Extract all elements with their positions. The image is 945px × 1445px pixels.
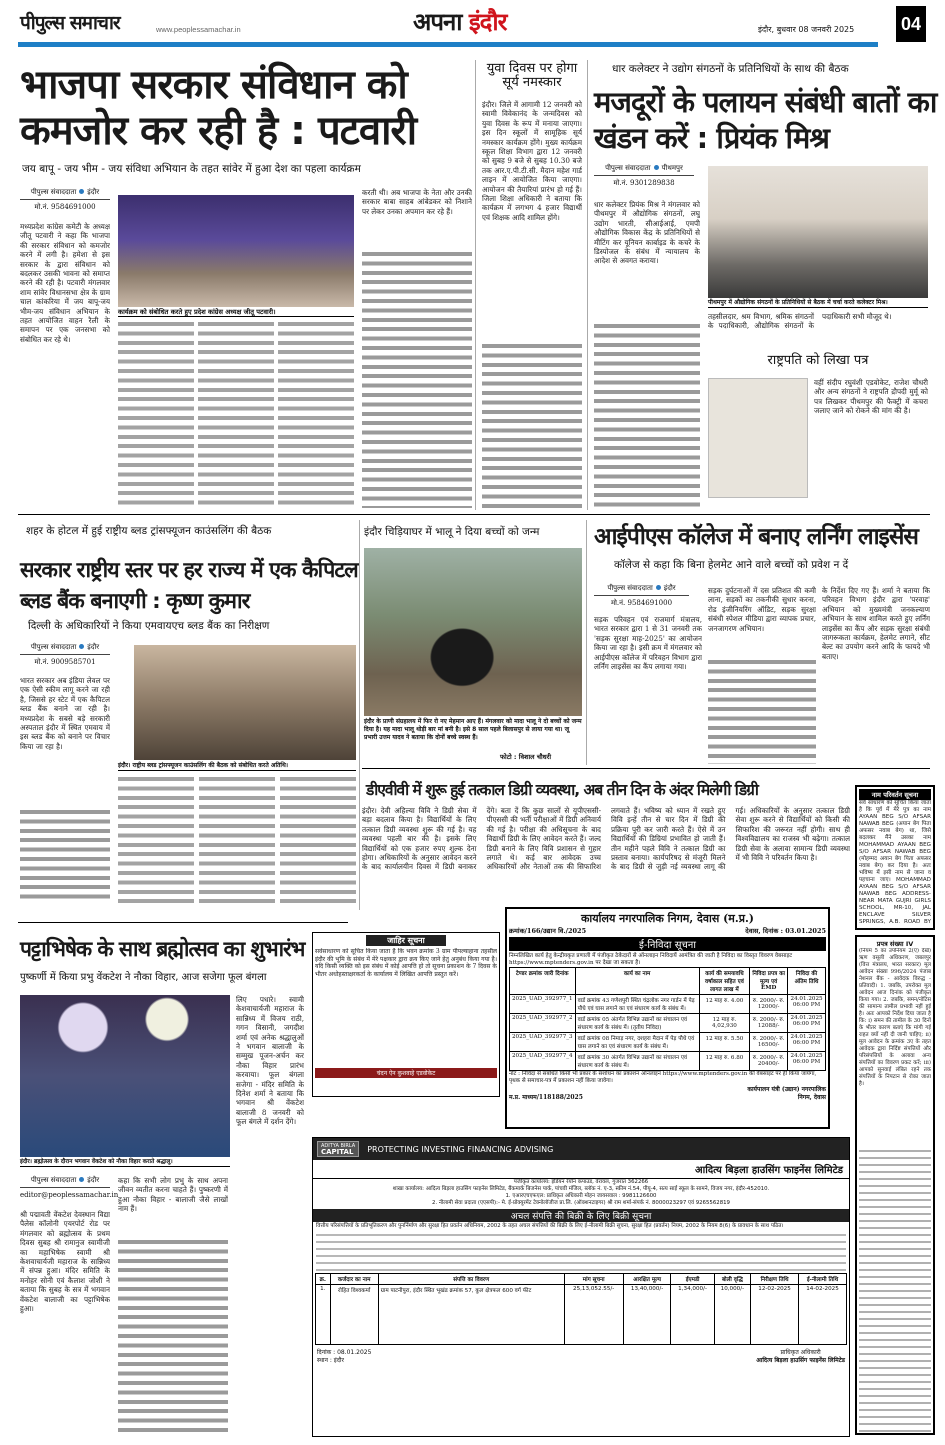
vyanktesh-subhead: पुष्कर्णी में किया प्रभु वेंकटेश ने नौका विहार, आज सजेगा फूल बंगला xyxy=(20,972,267,983)
duration-cost: 12 माह रु. 6.80 xyxy=(699,1052,750,1071)
dhar-body: धार कलेक्टर प्रियंक मिश्र ने मंगलवार को पीथमपुर में औद्योगिक संगठनों, लघु उद्योग भारती, सीआईआई, एमपी औद्योगिक विकास केंद्र के प्रतिनिधियों से मीटिंग कर यूनियन कार्बाइड के कचरे के डिस्पोजल के संबंध में न्यायालय के आदेश से अवगत कराया। xyxy=(594,200,700,266)
byline-place: पीथमपुर xyxy=(661,164,683,172)
ips-body-2-more xyxy=(708,658,816,764)
ad-company-footer: आदित्य बिड़ला हाउसिंग फाइनेंस लिमिटेड xyxy=(756,1357,845,1364)
yuva-body-more xyxy=(482,342,582,508)
byline-name: पीपुल्स संवाददाता xyxy=(30,1176,77,1184)
lead-body-1: मध्यप्रदेश कांग्रेस कमेटी के अध्यक्ष जीतू पटवारी ने कहा कि भाजपा की सरकार संविधान को कमजोर करने में लगी है। हमेशा से इस सरकार के द्वारा संविधान को बदलकर उसकी भावना को समाप्त करने की रही है। पटवारी मंगलवार शाम सांवेर विधानसभा क्षेत्र के ग्राम चाल कांकरिया में जय बापू-जय भीम-जय संविधान अभियान के तहत आयोजित वाहन रैली के समापन पर एक जनसभा को संबोधित कर रहे थे। xyxy=(20,222,110,344)
dhar-photo-caption: पीथमपुर में औद्योगिक संगठनों के प्रतिनिधियों से बैठक में चर्चा करते कलेक्टर मिश्र। xyxy=(708,299,928,308)
byline-mobile: मो.नं. 9584691000 xyxy=(34,203,96,211)
masthead-rule xyxy=(18,42,878,47)
ad-cell: 13,40,000/- xyxy=(623,1285,671,1345)
column-divider xyxy=(587,60,588,510)
tender-signatory: कार्यपालन यंत्री (उद्यान) नगरपालिक निगम, देवास xyxy=(747,1086,826,1101)
ad-banner xyxy=(313,1138,849,1160)
ips-body-2: सड़क दुर्घटनाओं में दस प्रतिशत की कमी लाना, सड़कों का तकनीकी सुधार करना, रोड इंजीनियरिंग ऑडिट, सड़क सुरक्षा संबंधी स्पेशल मीडिया द्वारा व्यापक प्रचार, जनजागरण अभियान। xyxy=(708,586,816,633)
ad-addresses xyxy=(313,1179,849,1207)
byline-mobile: मो.नं. 9301289838 xyxy=(613,179,675,187)
fee-emd: रु. 2000/- रु. 16500/- xyxy=(750,1033,788,1052)
letter-photo xyxy=(708,378,808,498)
tender-title: ई-निविदा सूचना xyxy=(509,937,826,951)
table-row xyxy=(510,1033,826,1052)
dot-icon xyxy=(79,644,84,649)
ad-place: स्थान : इंदौर xyxy=(317,1357,344,1364)
ad-cell: 25,13,052.55/- xyxy=(564,1285,623,1345)
ad-contact-1: 1. एआरएचएफएल: प्राधिकृत अधिकारी मोहन जायसवाल : 9981126600 xyxy=(505,1193,657,1199)
byline-place: इंदौर xyxy=(663,584,676,592)
ad-cell: ग्राम पाटनीपुरा, इंदौर स्थित भूखंड क्रमांक 57, कुल क्षेत्रफल 600 वर्ग फीट xyxy=(378,1285,564,1345)
vyanktesh-photo-caption: इंदौर। ब्रह्मोत्सव के दौरान भगवान वेंकटेश को नौका विहार कराते श्रद्धालु। xyxy=(20,1158,230,1167)
lead-photo-caption: कार्यक्रम को संबोधित करते हुए प्रदेश कांग्रेस अध्यक्ष जीतू पटवारी। xyxy=(118,308,354,317)
yuva-headline: युवा दिवस पर होगा सूर्य नमस्कार xyxy=(486,61,578,91)
bear-photo-credit: फोटो : विशाल चौधरी xyxy=(500,753,552,761)
newspaper-logo: पीपुल्स समाचार xyxy=(20,12,120,34)
last-date: 24.01.2025 06:00 PM xyxy=(788,1033,826,1052)
ad-footer xyxy=(313,1345,849,1367)
ad-regd-office: पंजीकृत कार्यालय: इंडियन रेयॉन कंपाउंड, वेरावल, गुजरात 362266 xyxy=(513,1179,649,1185)
ad-branch-office: शाखा कार्यालय: आदित्य बिड़ला हाउसिंग फाइनेंस लिमिटेड, बैंकमार्क बिजनेस पार्क, पांचवी मंजिल, ब्लॉक नं. ए-3, स्कीम नं.54, पीयू-4, सत्य साईं स्कूल के सामने, विजय नगर, इंदौर-452010. xyxy=(392,1186,770,1192)
fee-emd: रु. 2000/- रु. 20400/- xyxy=(750,1052,788,1071)
fee-emd: रु. 2000/- रु. 12088/- xyxy=(750,1014,788,1033)
lead-headline: भाजपा सरकार संविधान को कमजोर कर रही है : पटवारी xyxy=(20,62,417,154)
court-notice-more xyxy=(859,1148,931,1433)
ips-body-3: के निर्देश दिए गए हैं। शर्मा ने बताया कि परिवहन विभाग इंदौर द्वारा 'परवाह' अभियान को मुख्यमंत्री जनकल्याण अभियान के साथ शामिल करते हुए लर्निंग लाइसेंस का कैंप और सड़क सुरक्षा संबंधी जागरूकता कार्यक्रम, हेलमेट लगाने, सीट बेल्ट का उपयोग करने आदि के फायदे भी बताए। xyxy=(822,586,930,661)
lead-photo xyxy=(118,195,354,307)
ad-tagline: PROTECTING INVESTING FINANCING ADVISING xyxy=(367,1144,554,1154)
vyanktesh-body-3: लिए पधारे। स्वामी केशवाचार्यजी महाराज के सान्निध्य में विजय राठी, गगन विसानी, जगदीश शर्मा एवं अनेक श्रद्धालुओं ने भगवान बालाजी के सम्मुख पूजन-अर्चन कर नौका विहार प्रारंभ करवाया। फूल बंगला सजेगा - मंदिर समिति के दिनेश शर्मा ने बताया कि भगवान श्री वेंकटेश बालाजी 8 जनवरी को फूल बंगले में दर्शन देंगे। xyxy=(236,995,304,1127)
ad-col-header: बोली वृद्धि xyxy=(714,1274,750,1285)
tender-date: देवास, दिनांक : 03.01.2025 xyxy=(745,927,826,935)
lead-body-cols xyxy=(118,320,354,508)
byline-place: इंदौर xyxy=(87,1176,100,1184)
table-row xyxy=(316,1285,847,1345)
ad-cell: 1. xyxy=(316,1285,331,1345)
davv-headline: डीएवीवी में शुरू हुई तत्काल डिग्री व्यवस्था, अब तीन दिन के अंदर मिलेगी डिग्री xyxy=(366,781,758,799)
fee-emd: रु. 2000/- रु. 12000/- xyxy=(750,995,788,1014)
byline-name: पीपुल्स संवाददाता xyxy=(30,643,77,651)
vyanktesh-body-2-more xyxy=(118,1238,228,1435)
ad-col-header: निरीक्षण तिथि xyxy=(751,1274,799,1285)
tender-note: नोट : निविदा से संबंधित किसी भी प्रकार के संशोधन का प्रकाशन ऑनलाइन https://www.mptenders.gov.in की वेबसाइट पर ही किया जायेगा, पृथक से समाचार-पत्र में प्रकाशन नहीं किया जावेगा। xyxy=(509,1071,817,1084)
byline-place: इंदौर xyxy=(87,188,100,196)
yuva-body: इंदौर। जिले में आगामी 12 जनवरी को स्वामी विवेकानंद के जन्मदिवस को युवा दिवस के रूप में मनाया जाएगा। इस दिन स्कूलों में सामूहिक सूर्य नमस्कार कार्यक्रम होंगे। मुख्य कार्यक्रम स्कूल शिक्षा विभाग द्वारा 12 जनवरी को सुबह 9 बजे से सुबह 10.30 बजे तक आर.ए.पी.टी.सी. मैदान महेश गार्ड लाइन में आयोजित किया जाएगा। आयोजन की तैयारियां प्रारंभ हो गई हैं। जिला शिक्षा अधिकारी ने बताया कि कार्यक्रम में लगभग 4 हजार विद्यार्थी एवं शिक्षक आदि शामिल होंगे। xyxy=(482,100,582,222)
bear-caption: इंदौर के प्राणी संग्रहालय में फिर रो नए मेहमान आए हैं। मंगलवार को मादा भालू ने दो बच्चों को जन्म दिया है। यह मादा भालू थोड़ी बार मां बनी है। इसे 8 साल पहले बिलासपुर से लाया गया था। जू प्रभारी उत्तम यादव ने बताया कि दोनों बच्चे स्वस्थ हैं। xyxy=(364,718,582,741)
column-divider xyxy=(475,60,476,510)
byline-name: पीपुल्स संवाददाता xyxy=(30,188,77,196)
section-rule xyxy=(18,922,348,923)
name-change-notice xyxy=(855,785,935,930)
dhar-kicker: धार कलेक्टर ने उद्योग संगठनों के प्रतिनिधियों के साथ की बैठक xyxy=(612,63,849,75)
brand-line-1: ADITYA BIRLA xyxy=(321,1143,356,1149)
column-divider xyxy=(359,520,360,910)
ips-body: सड़क परिवहन एवं राजमार्ग मंत्रालय, भारत सरकार द्वारा 1 से 31 जनवरी तक 'सड़क सुरक्षा माह-2025' का आयोजन किया जा रहा है। इसी क्रम में मंगलवार को आईपीएस कॉलेज में परिवहन विभाग द्वारा लर्निंग लाइसेंस का कैंप लगाया गया। xyxy=(594,615,702,672)
blood-headline: सरकार राष्ट्रीय स्तर पर हर राज्य में एक कैपिटल ब्लड बैंक बनाएगी : कृष्ण कुमार xyxy=(20,558,358,614)
dot-icon xyxy=(654,165,659,170)
table-row xyxy=(510,995,826,1014)
tender-col-header: निविदा प्रपत्र का मूल्य एवं EMD xyxy=(750,968,788,995)
page-number: 04 xyxy=(896,6,926,42)
ad-company: आदित्य बिड़ला हाउसिंग फाइनेंस लिमिटेड xyxy=(313,1160,849,1179)
ad-col-header: संपत्ति का विवरण xyxy=(378,1274,564,1285)
byline-place: इंदौर xyxy=(87,643,100,651)
tender-no: 2025_UAD_392977_4 xyxy=(510,1052,576,1071)
tender-table xyxy=(509,967,826,1071)
dhar-headline: मजदूरों के पलायन संबंधी बातों का खंडन करें : प्रियंक मिश्र xyxy=(594,85,937,155)
website-url: www.peoplessamachar.in xyxy=(156,25,241,34)
tender-no: 2025_UAD_392977_1 xyxy=(510,995,576,1014)
vyanktesh-body: श्री पद्मावती वेंकटेश देवस्थान विद्या पैलेस कॉलोनी एयरपोर्ट रोड पर मंगलवार को ब्रह्मोत्सव के प्रथम दिवस सुबह श्री रामानुज स्वामीजी का महाभिषेक स्वामी श्री केशवाचार्यजी महाराज के सान्निध्य में संपन्न हुआ। मंदिर समिति के मनोहर सोनी एवं कैलाश जोशी ने बताया कि सुबह के सत्र में भगवान वेंकटेश बालाजी का पट्टाभिषेक हुआ। xyxy=(20,1210,110,1314)
ad-intro: वित्तीय परिसंपत्तियों के प्रतिभूतिकरण और पुनर्निर्माण और सुरक्षा हित प्रवर्तन अधिनियम, 2002 के तहत अचल संपत्तियों की बिक्री के लिए ई-नीलामी बिक्री सूचना, सुरक्षा हित (प्रवर्तन) नियम, 2002 के नियम 8(6) के प्रावधान के साथ पठित। xyxy=(316,1223,784,1229)
section-prefix: अपना xyxy=(413,8,462,36)
ad-col-header: मांग सूचना xyxy=(564,1274,623,1285)
tender-no: 2025_UAD_392977_2 xyxy=(510,1014,576,1033)
tender-ref-row xyxy=(509,926,826,935)
court-notice-body: (नियम 5 का उपनियम 2(ए) देखें) ऋण वसूली अधिकरण, जबलपुर (वित्त मंत्रालय, भारत सरकार) मूल आवेदन संख्या 996/2024 पंजाब नेशनल बैंक - आवेदक विरुद्ध - प्रतिवादी। 1. जबकि, उपरोक्त मूल आवेदन आज दिनांक को पंजीकृत किया गया। 2. जबकि, समन/नोटिस की सामान्य तामील प्रभावी नहीं हुई है। अतः आपको निर्देश दिया जाता है कि: i) समन की तामील के 30 दिनों के भीतर कारण बताएं कि मांगी गई राहत क्यों नहीं दी जानी चाहिए; ii) मूल आवेदन के क्रमांक 3ए के तहत आवेदक द्वारा निर्दिष्ट संपत्तियों और परिसंपत्तियों के अलावा अन्य संपत्तियों का विवरण प्रकट करें; iii) आपको सुनवाई लंबित रहने तक संपत्तियों के निपटान से रोका जाता है। xyxy=(859,948,931,1087)
ad-notice-title: अचल संपत्ति की बिक्री के लिए बिक्री सूचना xyxy=(313,1209,849,1222)
section-city: इंदौर xyxy=(468,8,507,36)
ad-col-header: क्र. xyxy=(316,1274,331,1285)
byline-email: editor@peoplessamachar.in xyxy=(20,1191,119,1199)
tender-col-header: कार्य की समयावधि वर्षाकाल सहित एवं लागत लाख में xyxy=(699,968,750,995)
ips-byline xyxy=(594,584,689,608)
section-rule xyxy=(18,514,930,515)
work-name: वार्ड क्रमांक 43 गणेशपुरी स्थित चंद्रलोक नगर गार्डन में पेड़ पौधे एवं घास लगाने का एवं संधारण कार्य के संबंध में। xyxy=(575,995,699,1014)
bear-photo xyxy=(364,548,582,716)
jahir-signature: चंदन ऐन कुशवाहे एडवोकेट xyxy=(315,1068,497,1078)
lead-body-3 xyxy=(362,250,472,508)
work-name: वार्ड क्रमांक 08 निमाड़ नगर, दशहरा मैदान में पेड़ पौधे एवं घास लगाने का एवं संधारण कार्य के संबंध में। xyxy=(575,1033,699,1052)
tender-office: कार्यालय नगरपालिक निगम, देवास (म.प्र.) xyxy=(580,912,755,925)
letter-body: वहीं संदीप रघुवंशी एडवोकेट, राजेश चौधरी और अन्य संगठनों ने राष्ट्रपति द्रौपदी मुर्मू को पत्र लिखकर पीथमपुर की फैक्ट्री में कचरा जलाए जाने को रोकने की मांग की है। xyxy=(814,378,928,416)
tender-notice xyxy=(505,907,830,1129)
jahir-title: जाहिर सूचना xyxy=(366,935,446,946)
last-date: 24.01.2025 06:00 PM xyxy=(788,1014,826,1033)
table-row xyxy=(510,1014,826,1033)
ad-col-header: ई-नीलामी तिथि xyxy=(799,1274,847,1285)
ips-subhead: कॉलेज से कहा कि बिना हेलमेट आने वाले बच्चों को प्रवेश न दें xyxy=(614,559,849,571)
tender-col-header: कार्य का नाम xyxy=(575,968,699,995)
vyanktesh-body-2: कहा कि सभी लोग प्रभु के साथ अपना जीवन व्यतीत करना चाहते हैं। पुष्करणी में हुआ नौका विहार - बालाजी जैसे लाखों नाम हैं। xyxy=(118,1176,228,1214)
ad-signature: प्राधिकृत अधिकारी xyxy=(780,1349,821,1356)
dhar-photo xyxy=(708,166,928,298)
jahir-body: सर्वसाधारण को सूचित किया जाता है कि भवन क्रमांक 3 ग्राम पीपल्याहाना तहसील इंदौर की भूमि के संबंध में मेरे पक्षकार द्वारा क्रय किए जाने हेतु अनुबंध किया गया है। यदि किसी व्यक्ति को इस संबंध में कोई आपत्ति हो तो सूचना प्रकाशन के 7 दिवस के भीतर अधोहस्ताक्षरकर्ता के कार्यालय में लिखित आपत्ति प्रस्तुत करें। xyxy=(315,948,497,978)
letter-heading: राष्ट्रपति को लिखा पत्र xyxy=(767,353,869,368)
tender-mp-ref: म.प्र. माध्यम/118188/2025 xyxy=(509,1094,583,1101)
name-change-title: नाम परिवर्तन सूचना xyxy=(859,789,931,800)
last-date: 24.01.2025 06:00 PM xyxy=(788,995,826,1014)
tender-no: 2025_UAD_392977_3 xyxy=(510,1033,576,1052)
work-name: वार्ड क्रमांक 05 अंतर्गत विभिन्न उद्यानों का संचालन एवं संधारण कार्य के संबंध में। (तृतीय निविदा) xyxy=(575,1014,699,1033)
blood-photo xyxy=(134,645,356,760)
ad-date: दिनांक : 08.01.2025 xyxy=(317,1349,372,1356)
brand-line-2: CAPITAL xyxy=(321,1148,354,1156)
vyanktesh-photo xyxy=(20,995,230,1157)
ad-cell: 1,34,000/- xyxy=(671,1285,714,1345)
byline-name: पीपुल्स संवाददाता xyxy=(607,584,653,592)
byline-mobile: मो.नं. 9584691000 xyxy=(610,599,673,607)
dot-icon xyxy=(79,189,84,194)
byline-name: पीपुल्स संवाददाता xyxy=(605,164,651,172)
blood-subhead: दिल्ली के अधिकारियों ने किया एमवायएच ब्लड बैंक का निरीक्षण xyxy=(28,620,270,632)
tender-col-header: निविदा की अंतिम तिथि xyxy=(788,968,826,995)
duration-cost: 12 माह रु. 4,02,930 xyxy=(699,1014,750,1033)
section-rule xyxy=(362,768,930,769)
ips-headline: आईपीएस कॉलेज में बनाए लर्निंग लाइसेंस xyxy=(594,524,918,550)
blood-body: भारत सरकार अब इंडिया लेवल पर एक ऐसी स्कीम लागू करने जा रही है, जिससे हर स्टेट में एक कैपिटल ब्लड बैंक बनाने जा रही है। मध्यप्रदेश के सबसे बड़े सरकारी अस्पताल इंदौर में स्थित एमवाय में इस ब्लड बैंक को बनाने पर विचार किया जा रहा है। xyxy=(20,676,110,751)
duration-cost: 12 माह रु. 4.00 xyxy=(699,995,750,1014)
ad-contact-2: 2. नीलामी सेवा प्रदाता (एएसपी):- मे. ई-प्रोक्यूरमेंट टेक्नोलॉजीज प्रा.लि. (ऑक्शनटाइगर) श्री राम शर्मा-संपर्क नं. 8000023297 एवं 9265562819 xyxy=(432,1200,730,1206)
section-title xyxy=(413,10,506,35)
ad-col-header: आरक्षित मूल्य xyxy=(623,1274,671,1285)
ad-col-header: कर्जदार का नाम xyxy=(330,1274,378,1285)
blood-byline xyxy=(20,643,110,667)
work-name: वार्ड क्रमांक 30 अंतर्गत विभिन्न उद्यानों का संचालन एवं संधारण कार्य के संबंध में। xyxy=(575,1052,699,1071)
court-notice-title: प्रपत्र संख्या IV xyxy=(876,940,914,948)
ad-table xyxy=(315,1273,847,1345)
blood-body-cols xyxy=(118,775,356,905)
dot-icon xyxy=(656,585,661,590)
blood-photo-caption: इंदौर। राष्ट्रीय ब्लड ट्रांसफ्यूजन काउंसलिंग की बैठक को संबोधित करते अतिथि। xyxy=(118,762,356,771)
dateline: इंदौर, बुधवार 08 जनवरी 2025 xyxy=(758,25,855,34)
ad-cell: रोहित विश्वकर्मा xyxy=(330,1285,378,1345)
table-row xyxy=(510,1052,826,1071)
ad-body-text xyxy=(316,1232,846,1272)
dhar-byline xyxy=(594,164,694,188)
aditya-birla-logo xyxy=(317,1141,359,1157)
dhar-body-more xyxy=(594,322,700,508)
bear-headline: इंदौर चिड़ियाघर में भालू ने दिया बच्चों को जन्म xyxy=(364,526,540,538)
davv-body: इंदौर। देवी अहिल्या विवि ने डिग्री सेवा में बड़ा बदलाव किया है। विद्यार्थियों के लिए तत्काल डिग्री व्यवस्था शुरू की गई है। यह व्यवस्था पहली बार की है। इसके लिए विद्यार्थियों को एक हजार रुपए शुल्क देना होगा। अधिकारियों के अनुसार आवेदन करने के बाद कार्यालयीन दिवस में डिग्री बनाकर देंगे। बता दें कि कुछ सालों से यूपीएससी-पीएससी की भर्ती परीक्षाओं में डिग्री अनिवार्य की गई है। परीक्षा की अधिसूचना के बाद विद्यार्थी डिग्री के लिए आवेदन करते हैं। जल्द डिग्री बनाने के लिए विवि प्रशासन से गुहार लगाते थे। कई बार आवेदक उच्च अधिकारियों और नेताओं तक की सिफारिश लगवाते हैं। भविष्य को ध्यान में रखते हुए विवि इन्हें तीन से चार दिन में डिग्री की प्रक्रिया पूरी कर जारी करते हैं। ऐसे में उन विद्यार्थियों की डिग्रियां प्रभावित हो जाती हैं। तीन महीने पहले विवि ने तत्काल डिग्री का प्रस्ताव बनाया। कार्यपरिषद से मंजूरी मिलने के बाद डिग्री से जुड़ी नई व्यवस्था लागू की गई। अधिकारियों के अनुसार तत्काल डिग्री सेवा शुरू करने से विद्यार्थियों को किसी की सिफारिश की जरूरत नहीं होगी। साथ ही विश्वविद्यालय का राजस्व भी बढ़ेगा। तत्काल डिग्री सेवा के अलावा सामान्य डिग्री व्यवस्था में भी विवि ने परिवर्तन किया है। xyxy=(362,806,850,872)
last-date: 24.01.2025 06:00 PM xyxy=(788,1052,826,1071)
lead-subhead: जय बापू - जय भीम - जय संविधा अभियान के तहत सांवेर में हुआ देश का पहला कार्यक्रम xyxy=(22,163,361,175)
ad-cell: 12-02-2025 xyxy=(751,1285,799,1345)
tender-ref: क्रमांक/166/उद्यान वि./2025 xyxy=(509,927,587,935)
ad-col-header: ईएमडी xyxy=(671,1274,714,1285)
blood-body-more xyxy=(20,808,110,904)
tender-intro: निम्नलिखित कार्य हेतु केन्द्रीयकृत प्रणाली में पंजीकृत ठेकेदारों से ऑनलाइन निविदायें आमंत्रित की जाती है निविदा का विस्तृत विवरण वेबसाइट https://www.mptenders.gov.in पर देखा जा सकता है। xyxy=(509,953,793,966)
lead-byline xyxy=(20,188,110,212)
aditya-birla-ad xyxy=(312,1137,850,1437)
column-divider xyxy=(586,520,587,765)
ad-cell: 10,000/- xyxy=(714,1285,750,1345)
lead-body-2: करती थी। अब भाजपा के नेता और उनकी सरकार बाबा साहब आंबेडकर को निशाने पर लेकर उनका अपमान कर रहे हैं। xyxy=(362,188,472,216)
vyanktesh-headline: पट्टाभिषेक के साथ ब्रह्मोत्सव का शुभारंभ xyxy=(20,937,305,961)
vyanktesh-byline xyxy=(20,1176,119,1199)
dhar-body-2: तहसीलदार, श्रम विभाग, श्रमिक संगठनों के पदाधिकारी, औद्योगिक संगठनों के पदाधिकारी सभी मौजूद थे। xyxy=(708,312,892,331)
tender-footer xyxy=(509,1085,826,1101)
name-change-body: सर्व साधारण को सूचित किया जाता है कि पूर्व में मेरे पुत्र का नाम AYAAN BEG S/O AFSAR NAWAB BEG (अयान बेग पिता अफसर नवाब बेग) था, जिसे बदलकर मैंने उसका नाम MOHAMMAD AYAAN BEG S/O AFSAR NAWAB BEG (मोहम्मद अयान बेग पिता अफसर नवाब बेग) कर दिया है। अतः भविष्य में इसी नाम से जाना व पहचाना जाए। MOHAMMAD AYAAN BEG S/O AFSAR NAWAB BEG ADDRESS- NEAR MATA GUJRI GIRLS SCHOOL, MR-10, JAL ENCLAVE SILVER SPRINGS, A.B. ROAD BY xyxy=(859,800,931,925)
byline-mobile: मो.नं. 9009585701 xyxy=(34,658,96,666)
court-notice xyxy=(855,935,935,1435)
tender-col-header: टेण्डर क्रमांक जारी दिनांक xyxy=(510,968,576,995)
dot-icon xyxy=(79,1177,84,1182)
blood-kicker: शहर के होटल में हुई राष्ट्रीय ब्लड ट्रांसफ्यूजन काउंसलिंग की बैठक xyxy=(26,525,272,537)
ad-cell: 14-02-2025 xyxy=(799,1285,847,1345)
duration-cost: 12 माह रु. 5.50 xyxy=(699,1033,750,1052)
masthead xyxy=(18,10,930,46)
